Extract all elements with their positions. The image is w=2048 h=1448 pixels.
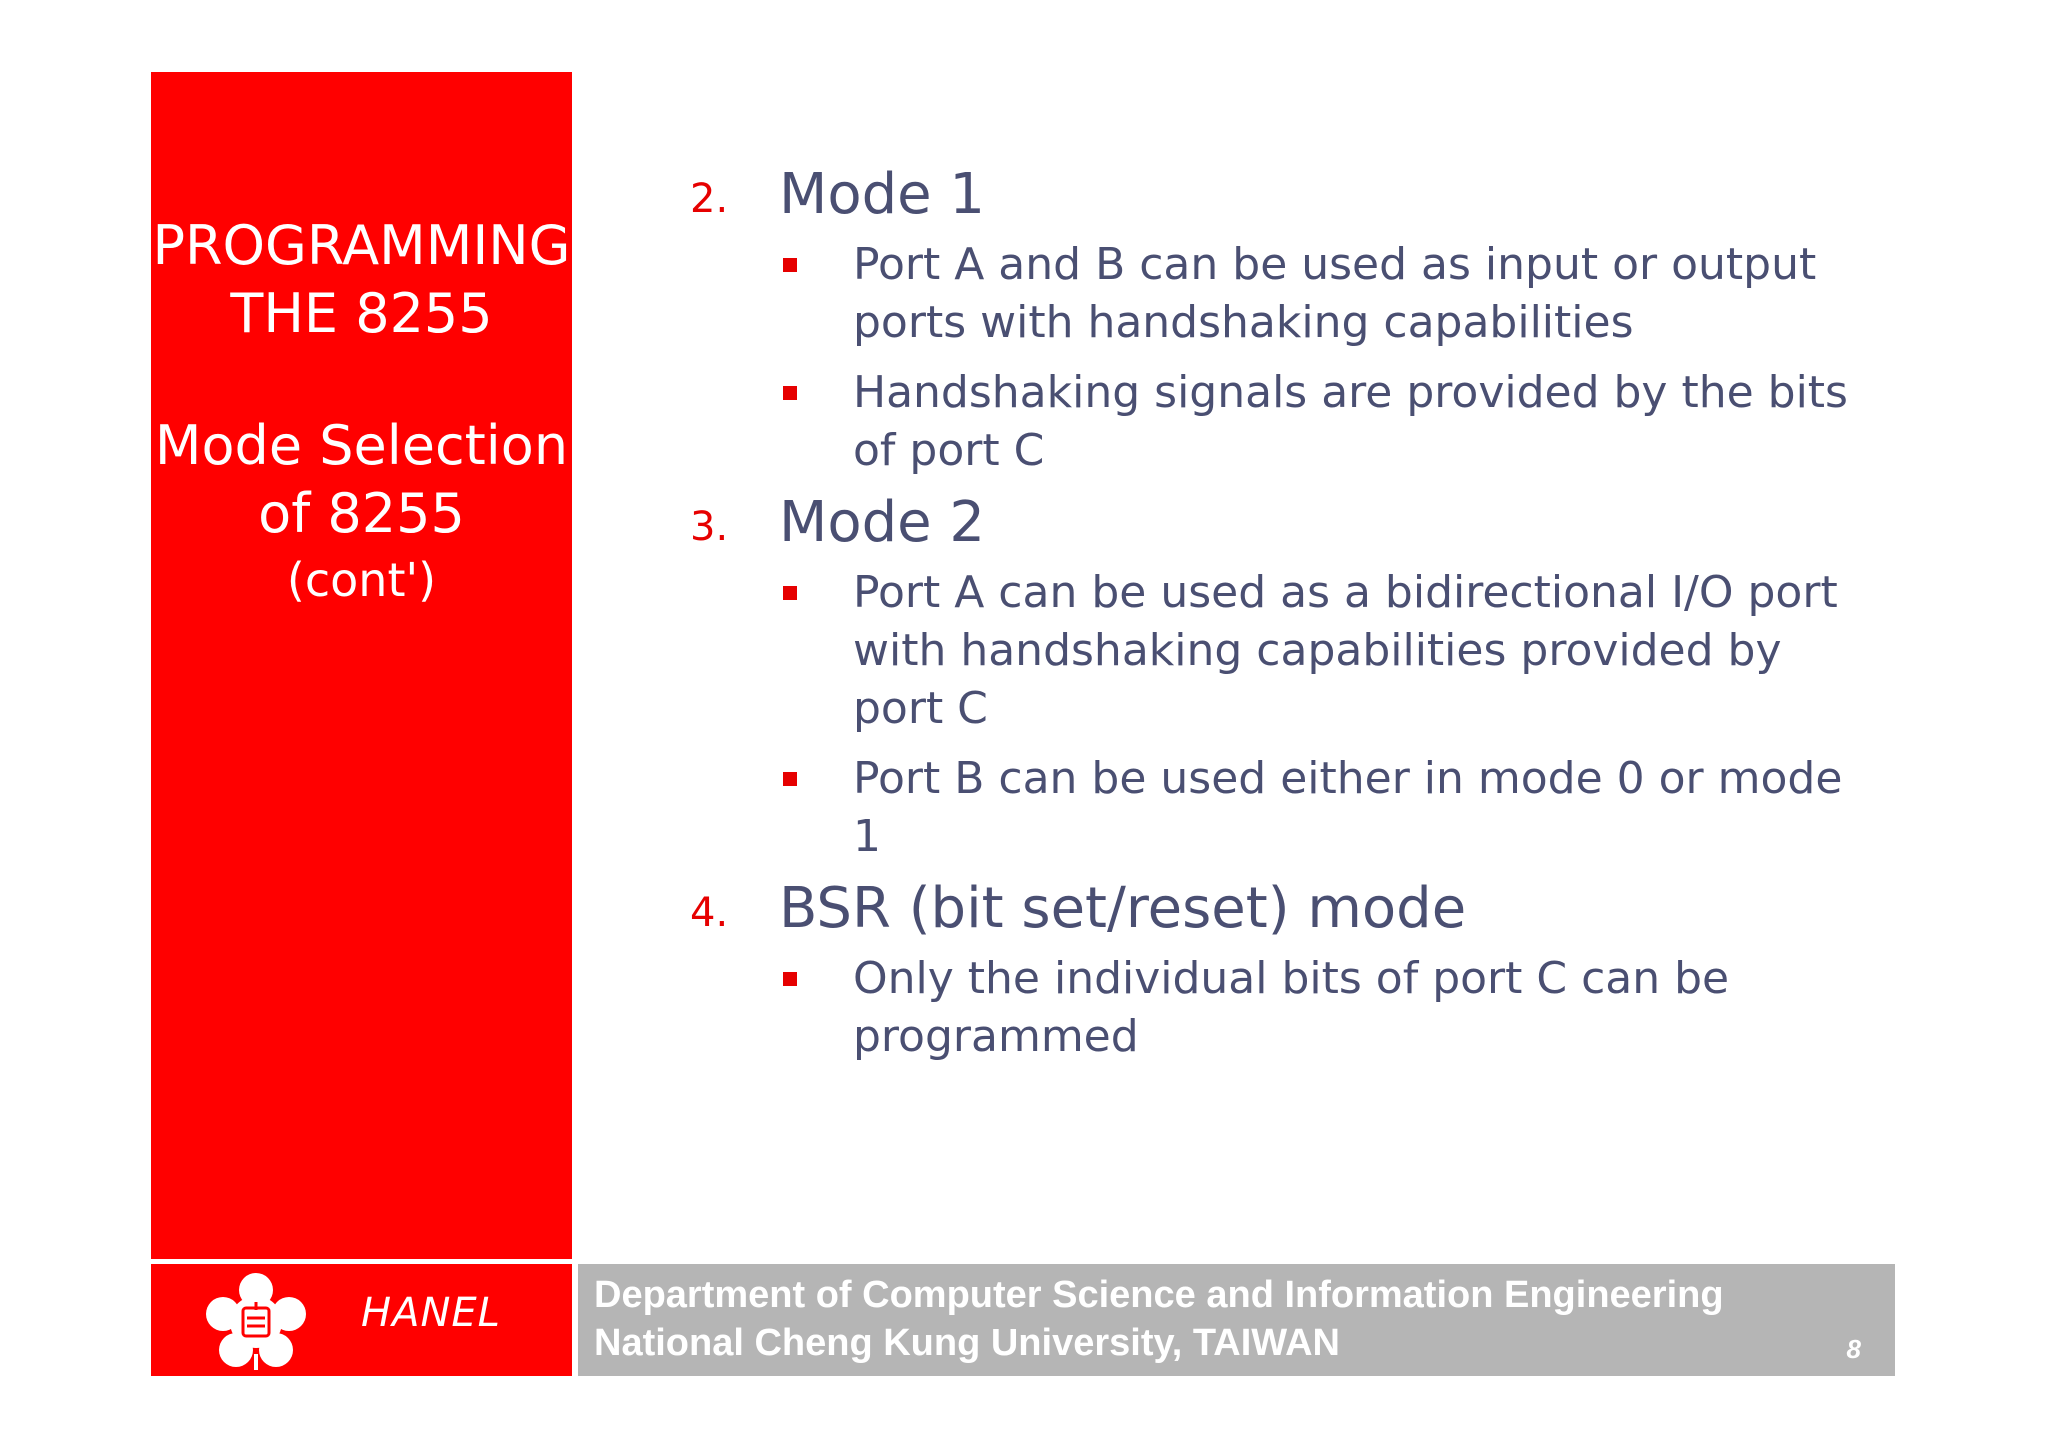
mode-number: 3. <box>690 504 729 550</box>
mode-item <box>690 872 1890 1066</box>
title-line-1: PROGRAMMING <box>152 214 571 277</box>
section-title <box>151 212 572 612</box>
square-bullet-icon <box>783 772 797 786</box>
bullet-item <box>690 564 1890 738</box>
bullet-text: Only the individual bits of port C can be programmed <box>853 953 1730 1062</box>
bullet-text: Port B can be used either in mode 0 or mode 1 <box>853 753 1843 862</box>
footer-bar <box>578 1264 1895 1376</box>
bullet-item <box>690 364 1890 480</box>
page-number: 8 <box>1846 1334 1861 1364</box>
author-logo-text: HANEL <box>361 1290 501 1336</box>
bullet-list <box>690 564 1890 866</box>
mode-number: 4. <box>690 890 729 936</box>
subtitle-line-2: of 8255 <box>258 482 465 545</box>
slide-content <box>690 158 1890 1066</box>
footer-university: National Cheng Kung University, TAIWAN <box>594 1322 1340 1364</box>
bullet-text: Port A and B can be used as input or output ports with handshaking capabilities <box>853 239 1817 348</box>
logo-box <box>151 1264 572 1376</box>
mode-title: Mode 2 <box>779 490 986 555</box>
title-line-2: THE 8255 <box>230 282 493 345</box>
square-bullet-icon <box>783 972 797 986</box>
square-bullet-icon <box>783 586 797 600</box>
bullet-list <box>690 236 1890 480</box>
mode-number: 2. <box>690 176 729 222</box>
bullet-item <box>690 750 1890 866</box>
mode-item <box>690 158 1890 480</box>
bullet-text: Port A can be used as a bidirectional I/O port with handshaking capabilities provided by port C <box>853 567 1838 734</box>
mode-title: BSR (bit set/reset) mode <box>779 876 1467 941</box>
square-bullet-icon <box>783 258 797 272</box>
footer-department: Department of Computer Science and Information Engineering <box>594 1274 1724 1316</box>
bullet-list <box>690 950 1890 1066</box>
square-bullet-icon <box>783 386 797 400</box>
mode-item <box>690 486 1890 866</box>
side-panel <box>151 72 572 1259</box>
bullet-item <box>690 950 1890 1066</box>
bullet-item <box>690 236 1890 352</box>
bullet-text: Handshaking signals are provided by the bits of port C <box>853 367 1848 476</box>
subtitle-line-3: (cont') <box>286 553 437 607</box>
subtitle-line-1: Mode Selection <box>154 414 569 477</box>
university-emblem-icon <box>203 1270 309 1370</box>
mode-title: Mode 1 <box>779 162 986 227</box>
